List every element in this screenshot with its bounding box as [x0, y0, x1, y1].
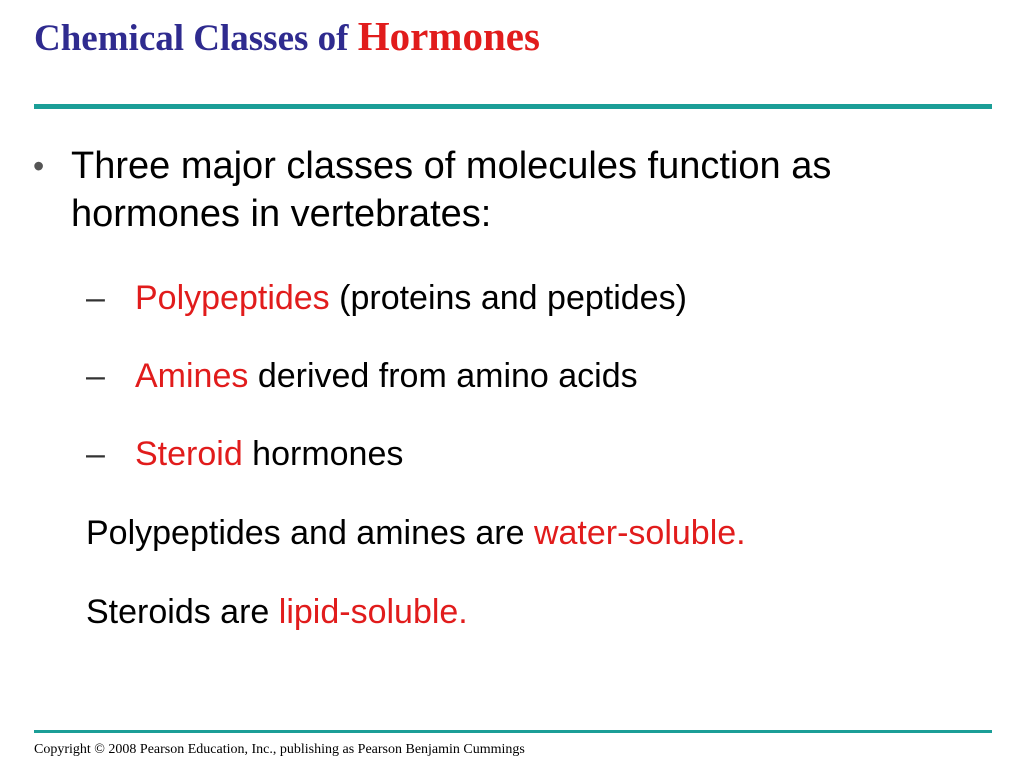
main-bullet-line-2: hormones in vertebrates: [71, 193, 492, 235]
statement-highlight: water-soluble. [533, 514, 746, 552]
dash-marker: – [86, 357, 105, 395]
statement-highlight: lipid-soluble. [278, 593, 468, 631]
statement-water-soluble [86, 513, 746, 553]
term-description: hormones [242, 435, 404, 473]
statement-text: Polypeptides and amines are [86, 514, 534, 552]
sub-bullet-text [135, 434, 403, 474]
term-steroid: Steroid [135, 435, 243, 473]
main-bullet-line-1: Three major classes of molecules function as [71, 145, 832, 187]
term-polypeptides: Polypeptides [135, 279, 330, 317]
term-description: (proteins and peptides) [329, 279, 687, 317]
term-amines: Amines [135, 357, 249, 395]
footer-divider [34, 730, 992, 733]
dash-marker: – [86, 435, 105, 473]
title-highlight: Hormones [357, 13, 540, 59]
dash-marker: – [86, 279, 105, 317]
main-bullet-text [71, 142, 831, 238]
slide-title [34, 14, 540, 61]
title-text: Chemical Classes of [34, 18, 358, 59]
bullet-symbol: • [33, 148, 45, 184]
sub-bullet-text [135, 356, 638, 396]
copyright-footer: Copyright © 2008 Pearson Education, Inc., publishing as Pearson Benjamin Cummings [34, 742, 525, 757]
statement-text: Steroids are [86, 593, 279, 631]
statement-lipid-soluble [86, 592, 468, 632]
sub-bullet-text [135, 278, 687, 318]
term-description: derived from amino acids [248, 357, 638, 395]
title-divider [34, 104, 992, 109]
